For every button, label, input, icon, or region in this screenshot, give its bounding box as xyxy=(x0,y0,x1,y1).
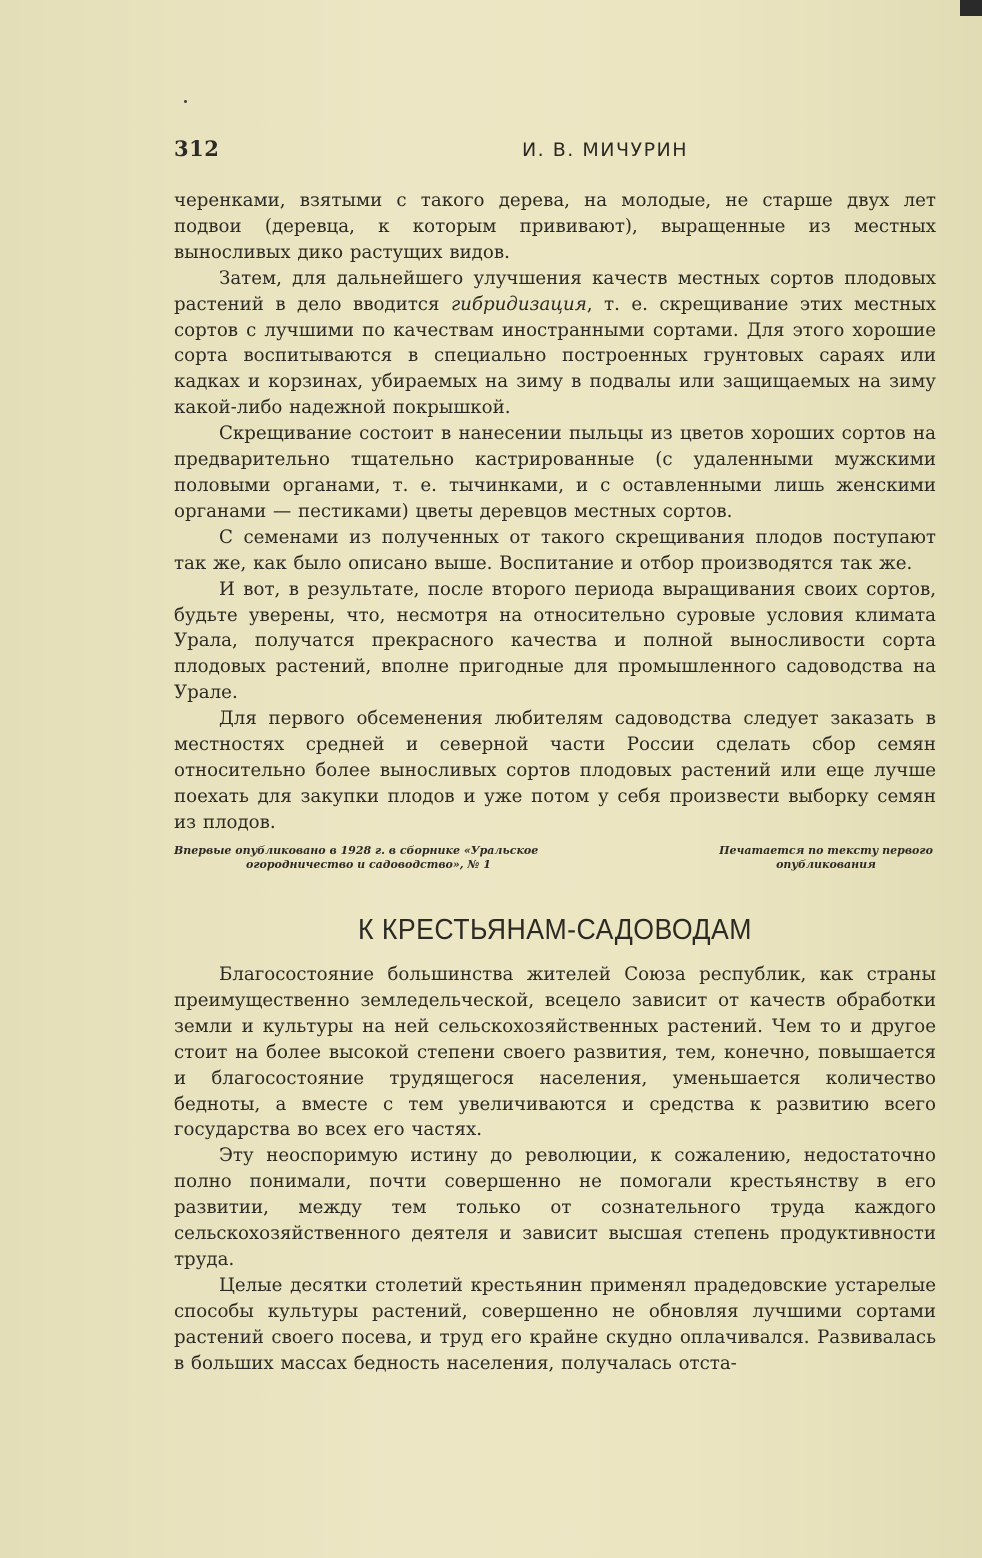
text-run: Затем, для дальнейшего улучшения качеств местных сортов плодовых растений в дело вводится xyxy=(174,267,936,315)
paragraph: Благосостояние большинства жителей Союза республик, как страны преимущественно земледельческой, всецело зависит от качеств обработки земли и культуры на ней сельскохозяйственных растений. Чем то и другое стоит на более высокой степени своего развития, тем, конечно, повышается и благосостояние трудящегося населения, уменьшается количество бедноты, а вместе с тем увеличиваются и средства к развитию всего государства во всех его частях. xyxy=(174,964,936,1141)
note-line: огородничество и садоводство», № 1 xyxy=(246,858,491,871)
section-title: К КРЕСТЬЯНАМ-САДОВОДАМ xyxy=(358,914,752,946)
paragraph: Скрещивание состоит в нанесении пыльцы из цветов хороших сортов на предварительно тщательно кастрированные (с удаленными мужскими половыми органами, т. е. тычинками, и с оставленными лишь женскими органами — пестиками) цветы деревцов местных сортов. xyxy=(174,423,936,522)
note-line: Впервые опубликовано в 1928 г. в сборнике «Уральское xyxy=(174,844,539,857)
paragraph-hybridization xyxy=(174,266,936,421)
section-text xyxy=(174,962,936,1377)
paragraph: черенками, взятыми с такого дерева, на молодые, не старше двух лет подвои (деревца, к которым прививают), выращенные из местных выносливых дико растущих видов. xyxy=(174,190,936,263)
page-number: 312 xyxy=(174,136,220,161)
scan-corner-mark xyxy=(960,0,982,16)
page-header xyxy=(174,136,936,166)
paragraph: С семенами из полученных от такого скрещивания плодов поступают так же, как было описано выше. Воспитание и отбор производятся так же. xyxy=(174,526,936,574)
running-head: И. В. МИЧУРИН xyxy=(521,139,689,161)
paragraph: И вот, в результате, после второго периода выращивания своих сортов, будьте уверены, что, несмотря на относительно суровые условия климата Урала, получатся прекрасного качества и полной выносливости сорта плодовых растений, вполне пригодные для промышленного садоводства на Урале. xyxy=(174,578,936,704)
scan-dot-mark xyxy=(184,100,187,103)
italic-term: гибридизация xyxy=(450,293,587,315)
note-line: Печатается по тексту первого xyxy=(719,844,933,857)
first-published-note xyxy=(174,844,594,872)
publication-notes xyxy=(174,844,936,876)
paragraph: Для первого обсеменения любителям садоводства следует заказать в местностях средней и северной части России сделать сбор семян относительно более выносливых сортов плодовых растений или еще лучше поехать для закупки плодов и уже потом у себя произвести выборку семян из плодов. xyxy=(174,708,936,833)
paragraph: Эту неоспоримую истину до революции, к сожалению, недостаточно полно понимали, почти совершенно не помогали крестьянству в его развитии, между тем только от сознательного труда каждого сельскохозяйственного деятеля и зависит высшая степень продуктивности труда. xyxy=(174,1145,936,1270)
text-run: , т. е. скрещивание этих местных сортов с лучшими по качествам иностранными сортами. Для этого хорошие сорта воспитываются в специально построенных грунтовых сараях или кадках и корзинах, убираемых на зиму в подвалы или защищаемых на зиму какой-либо надежной покрышкой. xyxy=(174,293,936,419)
continued-article-text xyxy=(174,188,936,836)
paragraph: Целые десятки столетий крестьянин применял прадедовские устарелые способы культуры растений, совершенно не обновляя лучшими сортами растений своего посева, и труд его крайне скудно оплачивался. Развивалась в больших массах бедность населения, получалась отста- xyxy=(174,1274,936,1374)
note-line: опубликования xyxy=(776,858,876,871)
source-text-note xyxy=(716,844,936,872)
